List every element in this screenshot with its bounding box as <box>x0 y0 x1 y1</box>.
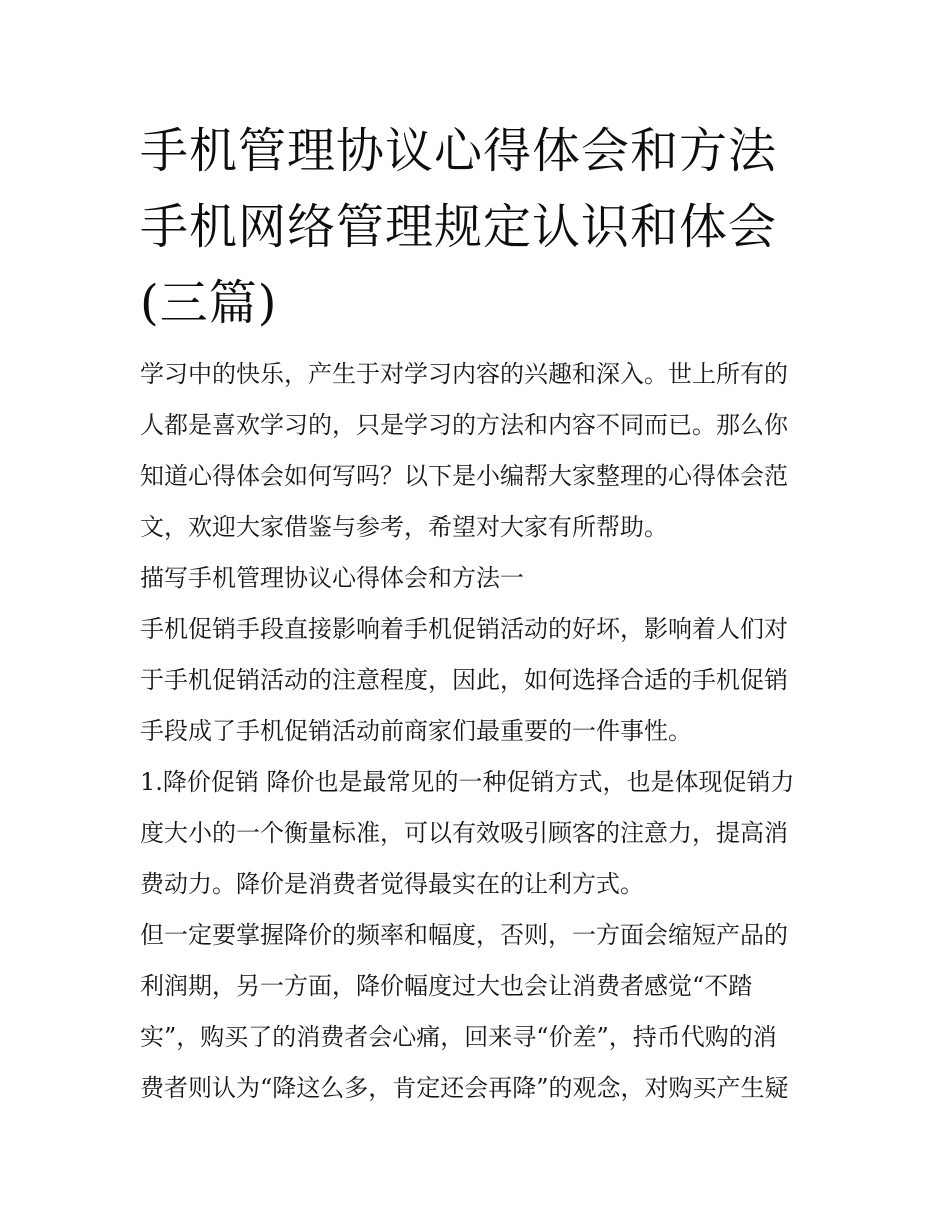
text-line: 1.降价促销 降价也是最常见的一种促销方式，也是体现促销力 <box>140 768 795 796</box>
text-line: 利润期，另一方面，降价幅度过大也会让消费者感觉“不踏 <box>140 972 753 1000</box>
document-title <box>140 113 812 341</box>
text-line: 费动力。降价是消费者觉得最实在的让利方式。 <box>140 870 644 898</box>
body-paragraph <box>140 910 812 1114</box>
text-line: 描写手机管理协议心得体会和方法一 <box>140 564 524 592</box>
title-line-1: 手机管理协议心得体会和方法 <box>140 123 778 179</box>
intro-paragraph <box>140 349 812 553</box>
title-line-3: (三篇) <box>140 275 278 331</box>
text-line: 于手机促销活动的注意程度，因此，如何选择合适的手机促销 <box>140 666 788 694</box>
document-content <box>140 113 812 1114</box>
text-line: 但一定要掌握降价的频率和幅度，否则，一方面会缩短产品的 <box>140 921 788 949</box>
text-line: 知道心得体会如何写吗？以下是小编帮大家整理的心得体会范 <box>140 462 788 490</box>
document-body <box>140 349 812 1114</box>
text-line: 人都是喜欢学习的，只是学习的方法和内容不同而已。那么你 <box>140 411 788 439</box>
text-line: 手段成了手机促销活动前商家们最重要的一件事性。 <box>140 717 692 745</box>
text-line: 实”，购买了的消费者会心痛，回来寻“价差”，持币代购的消 <box>140 1023 777 1051</box>
text-line: 费者则认为“降这么多，肯定还会再降”的观念，对购买产生疑 <box>140 1074 789 1102</box>
body-paragraph <box>140 604 812 757</box>
text-line: 手机促销手段直接影响着手机促销活动的好坏，影响着人们对 <box>140 615 788 643</box>
text-line: 学习中的快乐，产生于对学习内容的兴趣和深入。世上所有的 <box>140 360 788 388</box>
body-paragraph <box>140 757 812 910</box>
text-line: 文，欢迎大家借鉴与参考，希望对大家有所帮助。 <box>140 513 668 541</box>
text-line: 度大小的一个衡量标准，可以有效吸引顾客的注意力，提高消 <box>140 819 788 847</box>
section-heading <box>140 553 812 604</box>
title-line-2: 手机网络管理规定认识和体会 <box>140 199 778 255</box>
